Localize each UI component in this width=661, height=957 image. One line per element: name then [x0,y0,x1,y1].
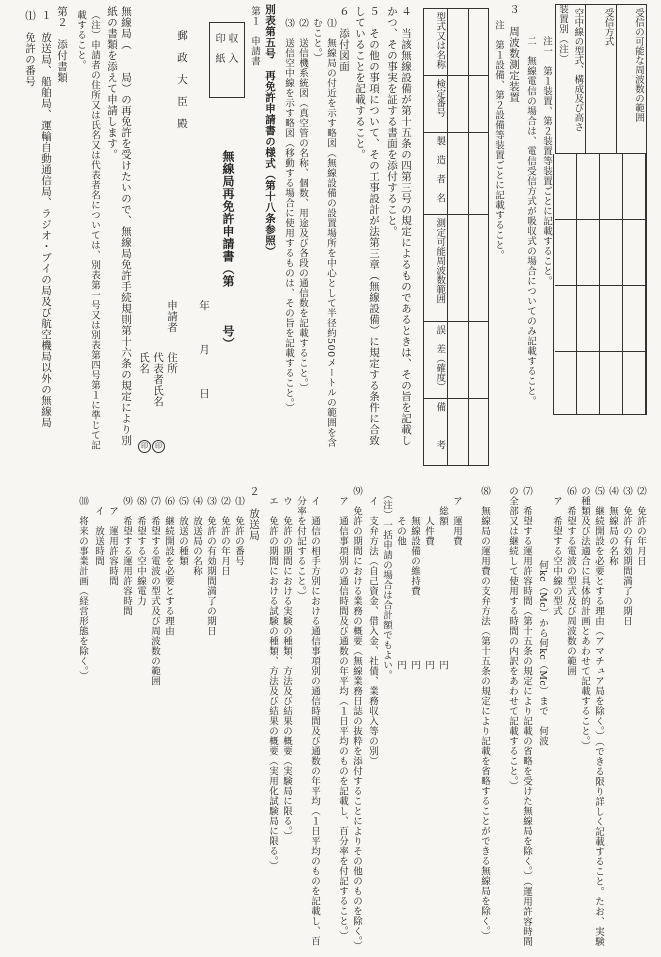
table-header: 検定番号 [424,76,448,133]
note-line: 注 第１設備、第２設備等装置ごとに記載すること。 [493,20,504,260]
table-cell [448,133,468,215]
list-item: ⑶ 免許の有効期間満了の期日 [621,486,632,626]
table-cell [448,322,468,399]
yen-mark: 円 [423,660,434,670]
list-item: ⑵ 免許の年月日 [219,496,230,576]
table-cell [468,399,488,466]
list-item: ⑸ 継続開設を必要とする理由（アマチュア局を除く。）（できる限り詳しく記載すること。たお、実験の種類及び法適合に具体的計画とあわせて記載すること。） [579,486,604,947]
sec2-item1: １ 放送局、船舶局、運輸自動通信局、ラジオ・ブイの局及び航空機局以外の無線局 [40,10,52,428]
section-heading: ２ 放送局 [248,486,260,541]
list-item: イ 支弁方法（自己資金、借入金、社債、業務収入等の別） [367,496,378,766]
list-item: ⑺ 希望する運用許容時間（第十五条の規定により記載の省略を受けた無線局を除く。）（運用許容時間の全部又は継続して使用する時間の内訳をあわせて記載すること。） [507,486,532,947]
table-cell [468,215,488,322]
list-item: ⑶ 免許の有効期間満了の期日 [205,496,216,636]
table-cell: 空中線の型式、構成及び高さ [556,5,586,154]
table-cell [468,76,488,133]
table-cell [468,133,488,215]
table-cell [468,9,488,76]
freq-line: 何kc（Mc）から何kc（Mc）まで 何波 [537,560,548,747]
list-item: ⑹ 希望する電波の型式及び周波数の範囲 [565,486,576,676]
table-cell: 受信の可能な周波数の範囲 [616,5,646,154]
list-item: ⑹ 継続開設を必要とする理由 [163,496,174,636]
list-item: ⑼ 希望する運用許容時間 [121,496,132,616]
seal-mark: 印 [138,440,151,453]
expense-item: 人件費 [423,516,434,546]
stamp-label: 収 入 [226,33,237,63]
total-label: 総額 [437,506,448,526]
body-text: 無線局（ 局）の再免許を受けたいので、無線局免許手続規則第十六条の規定により別紙の書類を添えて申請します。 [106,6,132,446]
list-item: ⑴ 免許の番号 [233,496,244,566]
sec2-title: 第２ 添付書類 [56,6,68,83]
note-line: 注一 第１装置、第２装置等装置ごとに記載すること。 [541,36,552,286]
item-6-2: ⑵ 送信機系統図（真空管の名称、個数、用途及び各段の通信数を記載すること。） [297,18,308,394]
form-subtitle: 第１ 申請書 [249,6,260,66]
list-item: ⑻ 無線局の運用費の支弁方法（第十五条の規定により記載を省略することができる無線局を除く。） [479,486,490,942]
freq-meter-table [423,8,489,466]
table-header: 型式又は名称 [424,9,448,76]
item-6-3: ⑶ 送信空中線を示す略図（移動する場合に使用するものは、その旨を記載すること。） [283,18,294,414]
body-note: （注）申請者の住所又は氏名又は代表者名については、別表第一号又は別表第四号第１に準じて記載すること。 [75,10,100,450]
item-6: ６ 添付図面 [338,6,350,72]
list-item: ⑷ 放送局の名称 [191,496,202,576]
doc-heading: 無線局再免許申請書（第 号） [221,150,235,350]
table-cell [448,399,468,466]
list-item: ア 通信事項別の通信時間及び通数の年平均（１日平均のものを記載し、百分率を付記すること。） [337,496,348,942]
address-label: 住所 [166,352,178,374]
list-item: ⑷ 無線局の名称 [607,486,618,566]
list-item: ⑺ 希望する電波の型式及び周波数の範囲 [149,496,160,686]
list-item: ア 希望する空中線の型式 [551,496,562,616]
table-header: 誤 差（確度） [424,322,448,399]
list-item: イ 放送時間 [93,506,104,566]
date-line: 年 月 日 [198,300,210,399]
list-item: ア 運用費 [451,496,462,546]
rep-label: 代表者氏名 [152,352,164,407]
applicant-label: 申請者 [166,300,178,333]
table-cell [448,76,468,133]
note-line: 二 無線電信の場合は、電信受信方式が吸収式の場合についてのみ記載すること。 [525,36,536,406]
list-item: ⑼ 免許の期間における業務の概要（無線業務日誌の抜粋を添付することによりその他のものを除く。） [351,486,362,952]
table-header: 測定可能周波数範囲 [424,215,448,322]
list-item: ⑸ 放送の種類 [177,496,188,566]
list-item: ウ 免許の期間における実験の種類、方法及び結果の概要（実験局に限る。） [281,496,292,842]
table-header: 備 考 [424,399,448,466]
list-item: ⑻ 希望する空中線電力 [135,496,146,606]
expense-item: その他 [395,516,406,546]
list-item: ア 運用許容時間 [107,506,118,586]
note-line: （注）一括申請の場合は合計額でもよい。 [381,490,392,680]
sec2-item1-1: ⑴ 免許の番号 [24,10,36,87]
list-item: イ 通信の相手方別における通信事項別の通信時間及び通数の年平均（１日平均のものを記載し、百分率を付記すること。） [295,496,320,946]
table-header-label: 装置別（注） [557,4,568,64]
addressee: 郵 政 大 臣 殿 [176,30,188,129]
form-title: 別表第五号 再免許申請書の様式（第十八条参照） [264,4,276,257]
list-item: エ 免許の期間における試験の種類、方法及び結果の概要（実用化試験局に限る。） [267,496,278,872]
yen-mark: 円 [437,660,448,670]
table-cell: 受信方式 [586,5,616,154]
item-6-1: ⑴ 無線局の付近を示す略図（無線設備の設置場所を中心として半径約500メートルの範囲を含むこと。） [311,18,336,448]
item-4: ４ 当該無線設備が第十五条の四第三号の規定によるものであるときは、その旨を記載しかつ、その事実を証する書面を添付すること。 [386,6,412,446]
revenue-stamp-box [209,22,245,98]
expense-item: 無線設備の維持費 [409,516,420,596]
name-label: 氏名 [138,352,150,374]
grid-rows [555,154,647,414]
table-cell [448,9,468,76]
stamp-label: 印 紙 [213,33,224,63]
list-item: ⑵ 免許の年月日 [635,486,646,566]
item-heading: ３ 周波数測定装置 [508,4,520,103]
item-5: ５ その他の事項について、その工事設計が法第三章（無線設備）に規定する条件に合致していることを記載すること。 [354,6,380,446]
yen-mark: 円 [395,660,406,670]
seal-mark: 印 [152,440,165,453]
list-item: ⑽ 将来の事業計画（経営形態を除く。） [77,496,88,682]
yen-mark: 円 [409,660,420,670]
table-header: 製 造 者 名 [424,133,448,215]
table-cell [468,322,488,399]
table-cell [448,215,468,322]
